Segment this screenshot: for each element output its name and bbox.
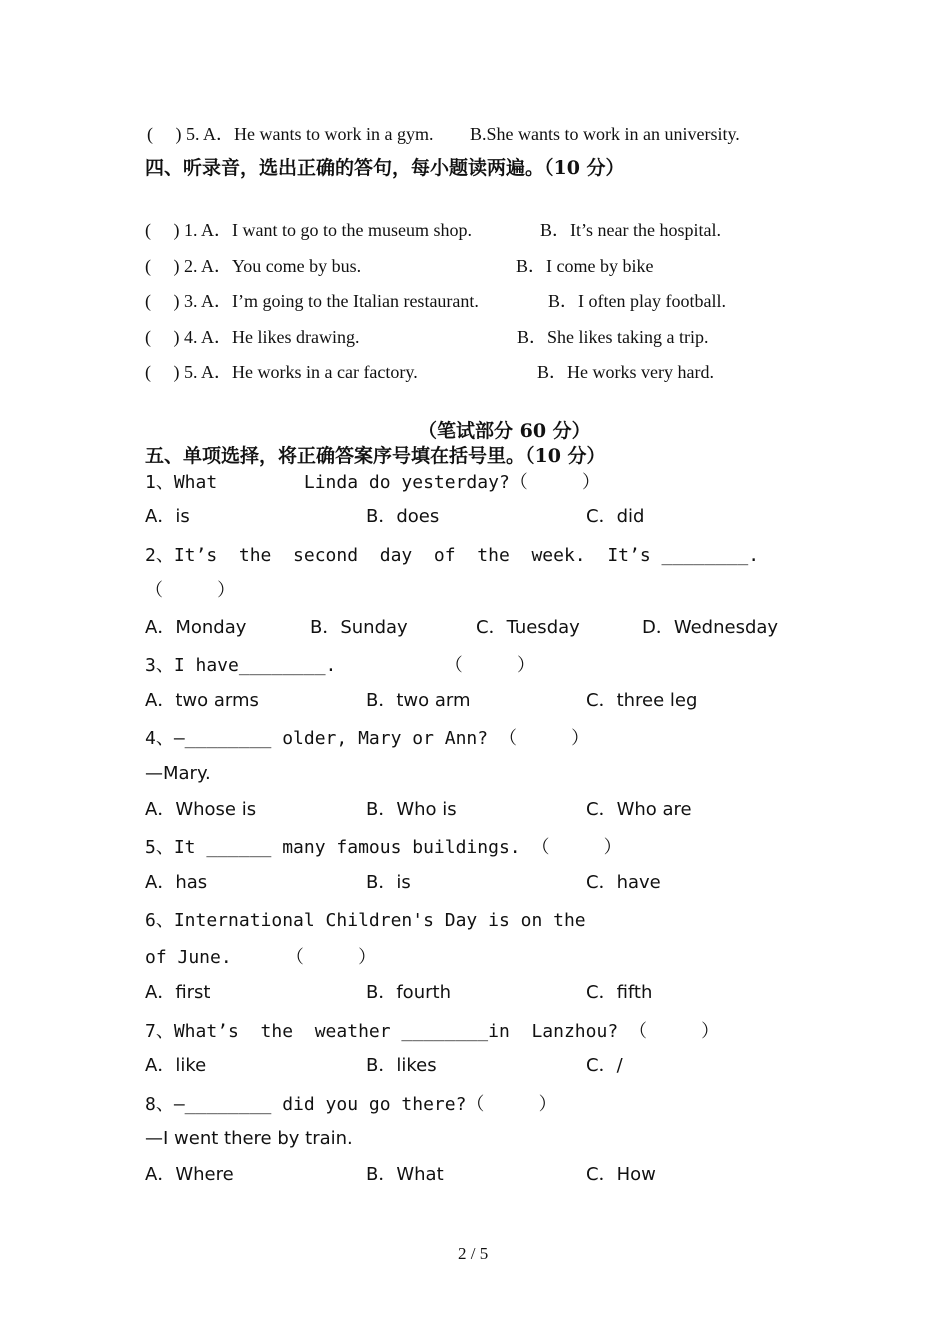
- s5-q5-opt-b: B．is: [366, 872, 411, 893]
- s5-q3-opt-a: A．two arms: [145, 690, 259, 711]
- s5-q6: 6、International Children's Day is on the: [145, 910, 586, 931]
- s5-q8-opt-c: C．How: [586, 1164, 656, 1185]
- s5-q4: 4、—________ older, Mary or Ann? （ ）: [145, 728, 590, 749]
- s5-q7-opt-a: A．like: [145, 1055, 207, 1076]
- s5-q2-paren: （ ）: [145, 580, 236, 601]
- s5-q3-opt-b: B．two arm: [366, 690, 471, 711]
- s4-q1-a: ( ) 1. A．I want to go to the museum shop.: [145, 220, 472, 240]
- s5-q3-opt-c: C．three leg: [586, 690, 698, 711]
- s5-q4-answer: —Mary.: [145, 763, 211, 784]
- s4-q1-b: B．It’s near the hospital.: [540, 220, 721, 240]
- s5-q3: 3、I have________. （ ）: [145, 655, 535, 676]
- s5-q2-opt-b: B．Sunday: [310, 617, 408, 638]
- s4-q3-a: ( ) 3. A．I’m going to the Italian restaurant.: [145, 291, 479, 311]
- s5-q1-opt-b: B．does: [366, 506, 440, 527]
- s5-q2: 2、It’s the second day of the week. It’s ________.: [145, 545, 760, 566]
- s4-q3-b: B．I often play football.: [548, 291, 726, 311]
- written-part-title: （笔试部分 60 分）: [418, 420, 591, 442]
- s5-q7-opt-b: B．likes: [366, 1055, 437, 1076]
- section-4-title: 四、听录音，选出正确的答句，每小题读两遍。（10 分）: [145, 157, 625, 179]
- s4-q2-b: B．I come by bike: [516, 256, 654, 276]
- s5-q5-opt-a: A．has: [145, 872, 208, 893]
- s4-q4-a: ( ) 4. A．He likes drawing.: [145, 327, 360, 347]
- s5-q1-opt-a: A．is: [145, 506, 190, 527]
- s5-q2-opt-d: D．Wednesday: [642, 617, 779, 638]
- s4-q5-a: ( ) 5. A．He works in a car factory.: [145, 362, 418, 382]
- s5-q6-opt-c: C．fifth: [586, 982, 653, 1003]
- s5-q8: 8、—________ did you go there?（ ）: [145, 1094, 557, 1115]
- s4-q4-b: B．She likes taking a trip.: [517, 327, 709, 347]
- s5-q8-opt-b: B．What: [366, 1164, 444, 1185]
- s5-q6-opt-a: A．first: [145, 982, 211, 1003]
- s5-q1-opt-c: C．did: [586, 506, 645, 527]
- q5-prev-a: ( ) 5. A．He wants to work in a gym.: [147, 124, 434, 144]
- s5-q1: 1、What Linda do yesterday?（ ）: [145, 472, 600, 493]
- s5-q2-opt-a: A．Monday: [145, 617, 247, 638]
- section-5-title: 五、单项选择，将正确答案序号填在括号里。（10 分）: [145, 445, 606, 467]
- s5-q8-opt-a: A．Where: [145, 1164, 234, 1185]
- s5-q6-opt-b: B．fourth: [366, 982, 451, 1003]
- s5-q4-opt-b: B．Who is: [366, 799, 457, 820]
- s5-q4-opt-c: C．Who are: [586, 799, 692, 820]
- s5-q5: 5、It ______ many famous buildings. （ ）: [145, 837, 622, 858]
- s5-q4-opt-a: A．Whose is: [145, 799, 257, 820]
- s5-q2-opt-c: C．Tuesday: [476, 617, 580, 638]
- s5-q8-answer: —I went there by train.: [145, 1128, 353, 1149]
- s4-q5-b: B．He works very hard.: [537, 362, 714, 382]
- page-number: 2 / 5: [458, 1244, 489, 1263]
- s5-q7: 7、What’s the weather ________in Lanzhou? （ ）: [145, 1021, 720, 1042]
- s5-q5-opt-c: C．have: [586, 872, 661, 893]
- s4-q2-a: ( ) 2. A．You come by bus.: [145, 256, 362, 276]
- s5-q6-line2: of June. （ ）: [145, 947, 377, 968]
- s5-q7-opt-c: C．/: [586, 1055, 623, 1076]
- q5-prev-b: B.She wants to work in an university.: [470, 124, 740, 144]
